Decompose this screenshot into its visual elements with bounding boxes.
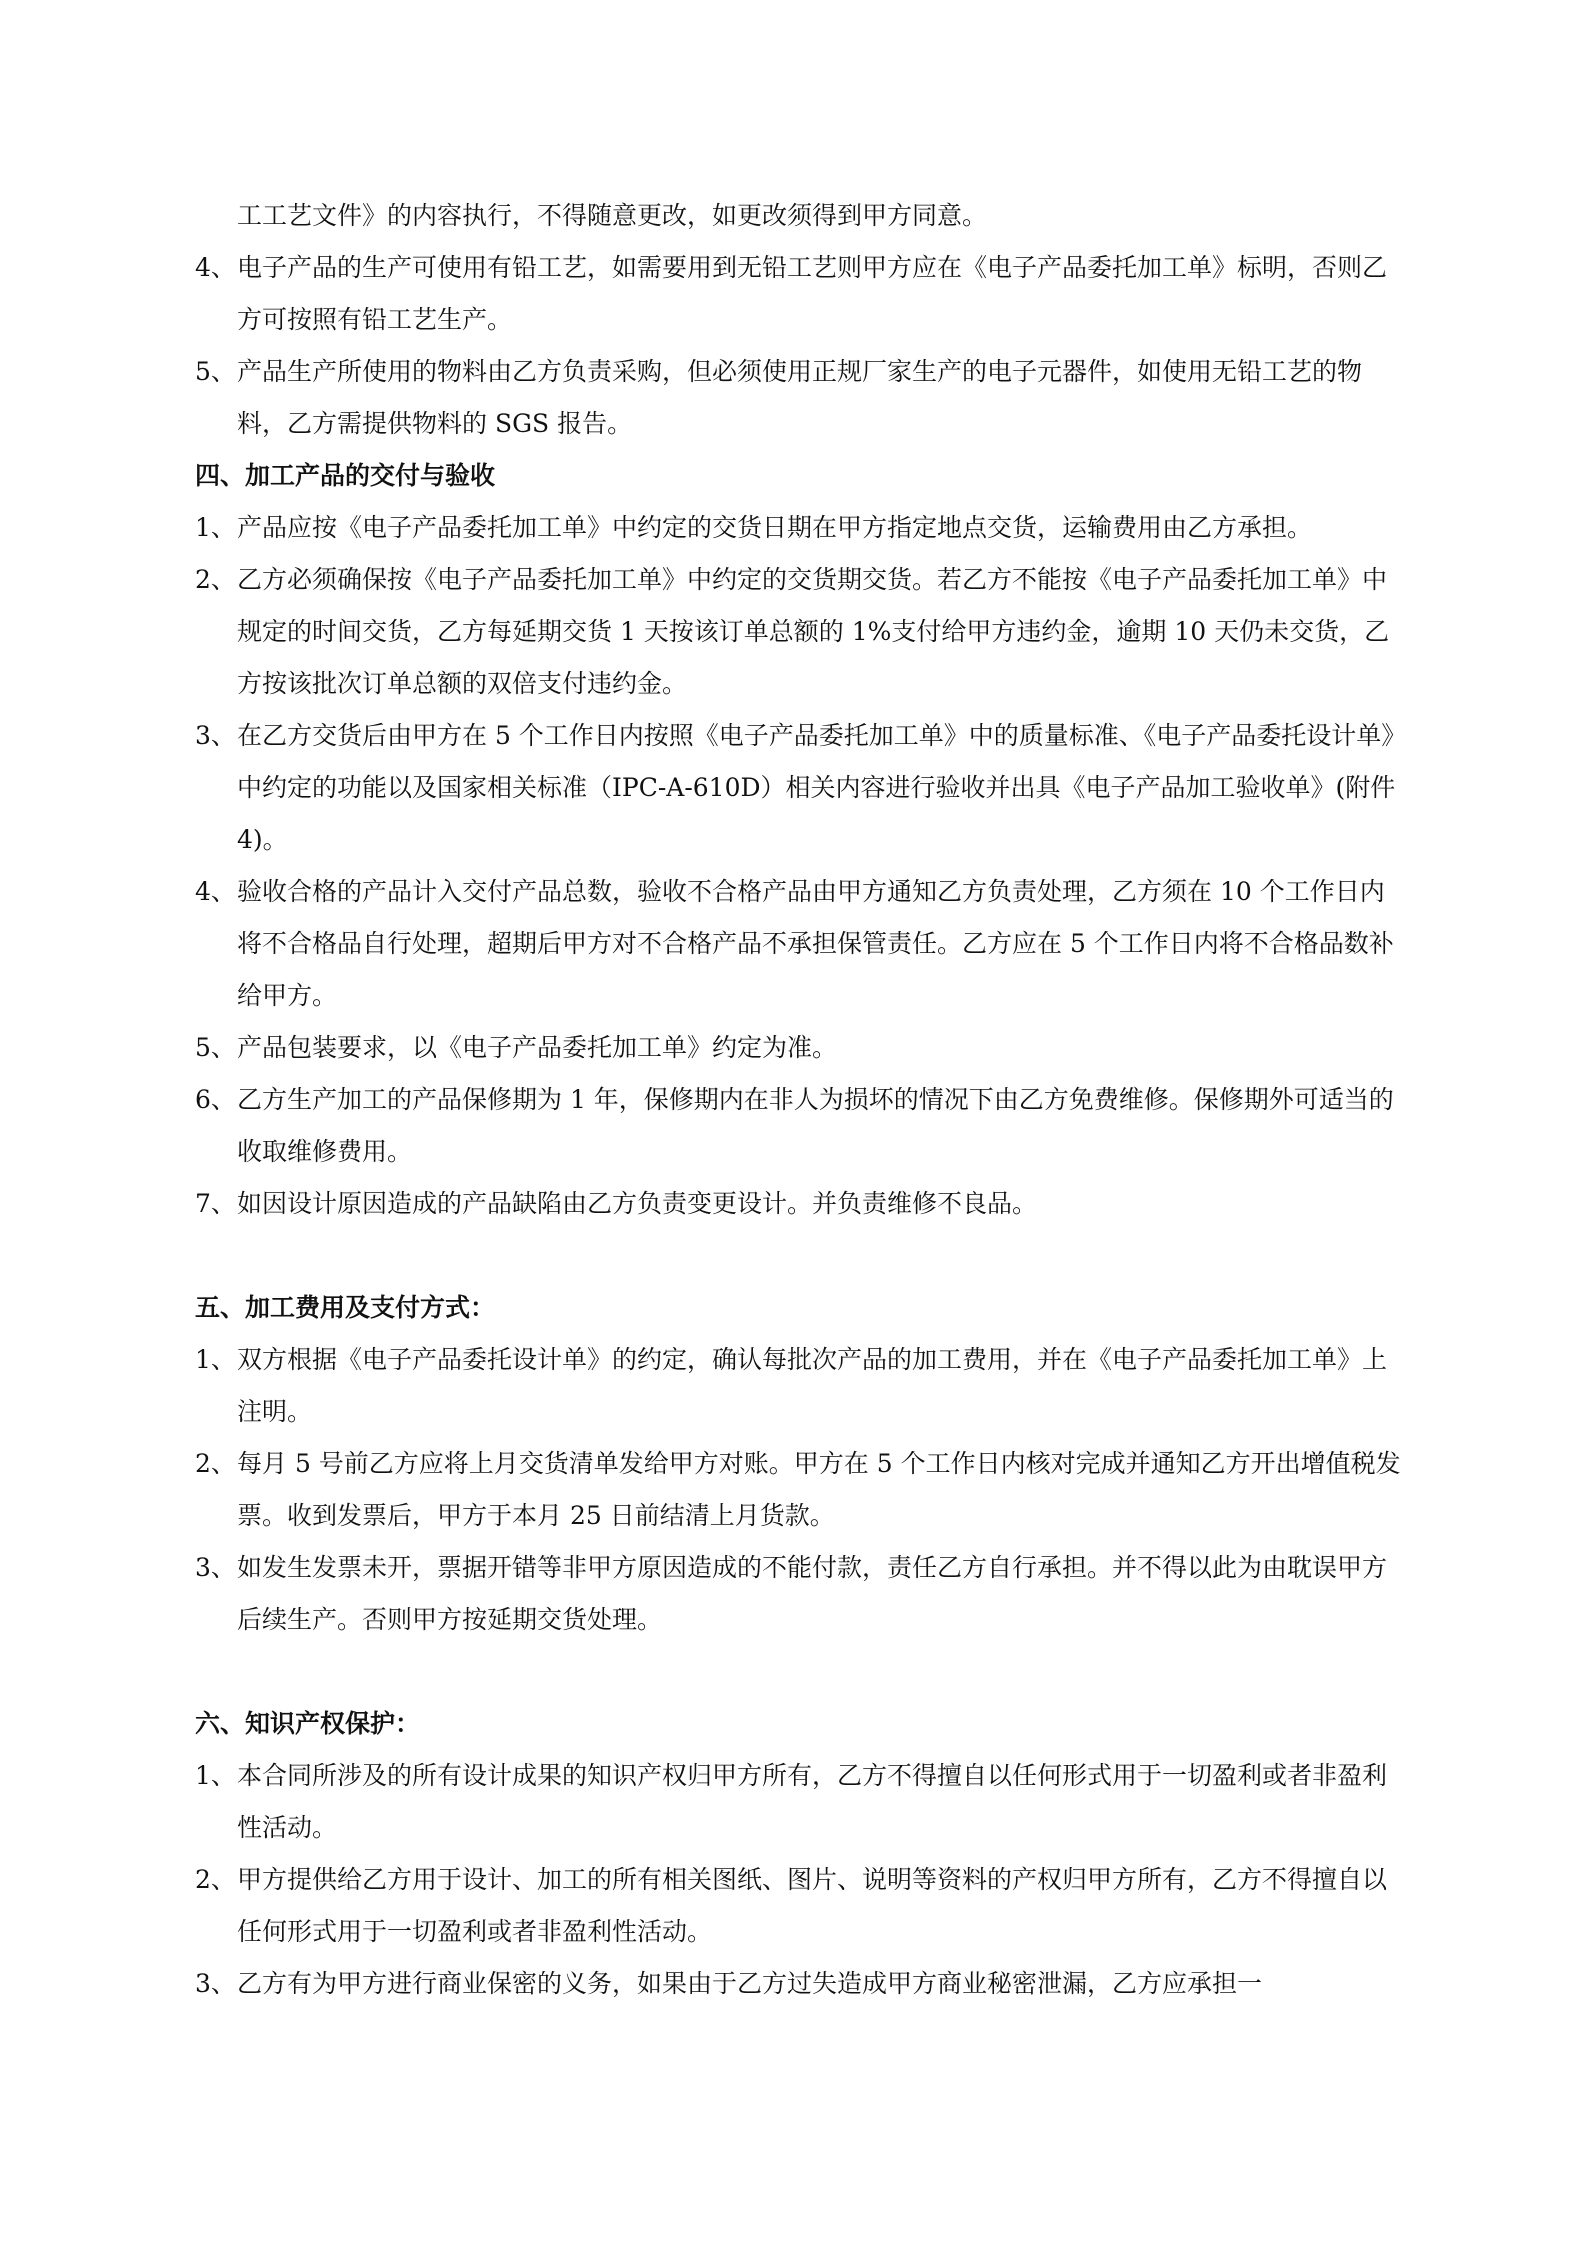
- clause-text: 验收合格的产品计入交付产品总数，验收不合格产品由甲方通知乙方负责处理，乙方须在 10 个工作日内将不合格品自行处理，超期后甲方对不合格产品不承担保管责任。乙方应在 5 个工作日内将不合格品数补给甲方。: [237, 877, 1394, 1010]
- clause-text: 如发生发票未开，票据开错等非甲方原因造成的不能付款，责任乙方自行承担。并不得以此为由耽误甲方后续生产。否则甲方按延期交货处理。: [237, 1553, 1388, 1634]
- section-spacer: [195, 1646, 1407, 1698]
- clause-number: 1、: [195, 1761, 236, 1790]
- clause-text: 每月 5 号前乙方应将上月交货清单发给甲方对账。甲方在 5 个工作日内核对完成并通知乙方开出增值税发票。收到发票后，甲方于本月 25 日前结清上月货款。: [237, 1449, 1401, 1530]
- paragraph-text: 工工艺文件》的内容执行，不得随意更改，如更改须得到甲方同意。: [237, 201, 988, 230]
- clause-item: [195, 1178, 1407, 1230]
- clause-number: 4、: [195, 253, 236, 282]
- clause-item: [195, 554, 1407, 710]
- clause-text: 本合同所涉及的所有设计成果的知识产权归甲方所有，乙方不得擅自以任何形式用于一切盈利或者非盈利性活动。: [237, 1761, 1388, 1842]
- clause-number: 5、: [195, 1033, 236, 1062]
- section-heading: 五、加工费用及支付方式：: [195, 1293, 496, 1322]
- clause-number: 1、: [195, 513, 236, 542]
- clause-text: 乙方有为甲方进行商业保密的义务，如果由于乙方过失造成甲方商业秘密泄漏，乙方应承担一: [237, 1969, 1263, 1998]
- clause-text: 乙方必须确保按《电子产品委托加工单》中约定的交货期交货。若乙方不能按《电子产品委托加工单》中规定的时间交货，乙方每延期交货 1 天按该订单总额的 1%支付给甲方违约金，逾期 10 天仍未交货，乙方按该批次订单总额的双倍支付违约金。: [237, 565, 1390, 698]
- clause-item: [195, 1022, 1407, 1074]
- clause-number: 4、: [195, 877, 236, 906]
- clause-number: 2、: [195, 1449, 236, 1478]
- clause-number: 3、: [195, 1969, 236, 1998]
- clause-text: 产品包装要求，以《电子产品委托加工单》约定为准。: [237, 1033, 838, 1062]
- continued-paragraph: [195, 190, 1407, 242]
- clause-number: 3、: [195, 1553, 236, 1582]
- clause-number: 6、: [195, 1085, 236, 1114]
- clause-item: [195, 866, 1407, 1022]
- clause-number: 2、: [195, 565, 236, 594]
- clause-item: [195, 502, 1407, 554]
- clause-item: [195, 346, 1407, 450]
- section-spacer: [195, 1230, 1407, 1282]
- clause-number: 7、: [195, 1189, 236, 1218]
- section-heading: 四、加工产品的交付与验收: [195, 461, 496, 490]
- clause-text: 如因设计原因造成的产品缺陷由乙方负责变更设计。并负责维修不良品。: [237, 1189, 1038, 1218]
- clause-text: 产品生产所使用的物料由乙方负责采购，但必须使用正规厂家生产的电子元器件，如使用无铅工艺的物料，乙方需提供物料的 SGS 报告。: [237, 357, 1363, 438]
- clause-item: [195, 1334, 1407, 1438]
- clause-item: [195, 1854, 1407, 1958]
- clause-text: 乙方生产加工的产品保修期为 1 年，保修期内在非人为损坏的情况下由乙方免费维修。保修期外可适当的收取维修费用。: [237, 1085, 1394, 1166]
- clause-item: [195, 1750, 1407, 1854]
- clause-item: [195, 1542, 1407, 1646]
- clause-text: 在乙方交货后由甲方在 5 个工作日内按照《电子产品委托加工单》中的质量标准、《电子产品委托设计单》中约定的功能以及国家相关标准（IPC-A-610D）相关内容进行验收并出具《电子产品加工验收单》(附件 4)。: [237, 721, 1407, 854]
- contract-body: [195, 190, 1407, 2010]
- clause-number: 2、: [195, 1865, 236, 1894]
- clause-number: 1、: [195, 1345, 236, 1374]
- clause-text: 产品应按《电子产品委托加工单》中约定的交货日期在甲方指定地点交货，运输费用由乙方承担。: [237, 513, 1313, 542]
- clause-item: [195, 1958, 1407, 2010]
- clause-text: 甲方提供给乙方用于设计、加工的所有相关图纸、图片、说明等资料的产权归甲方所有，乙方不得擅自以任何形式用于一切盈利或者非盈利性活动。: [237, 1865, 1388, 1946]
- clause-text: 电子产品的生产可使用有铅工艺，如需要用到无铅工艺则甲方应在《电子产品委托加工单》标明，否则乙方可按照有铅工艺生产。: [237, 253, 1388, 334]
- clause-item: [195, 242, 1407, 346]
- clause-item: [195, 1438, 1407, 1542]
- section-heading: 六、知识产权保护：: [195, 1709, 421, 1738]
- clause-number: 5、: [195, 357, 236, 386]
- clause-item: [195, 1074, 1407, 1178]
- clause-item: [195, 710, 1407, 866]
- clause-number: 3、: [195, 721, 236, 750]
- clause-text: 双方根据《电子产品委托设计单》的约定，确认每批次产品的加工费用，并在《电子产品委托加工单》上注明。: [237, 1345, 1388, 1426]
